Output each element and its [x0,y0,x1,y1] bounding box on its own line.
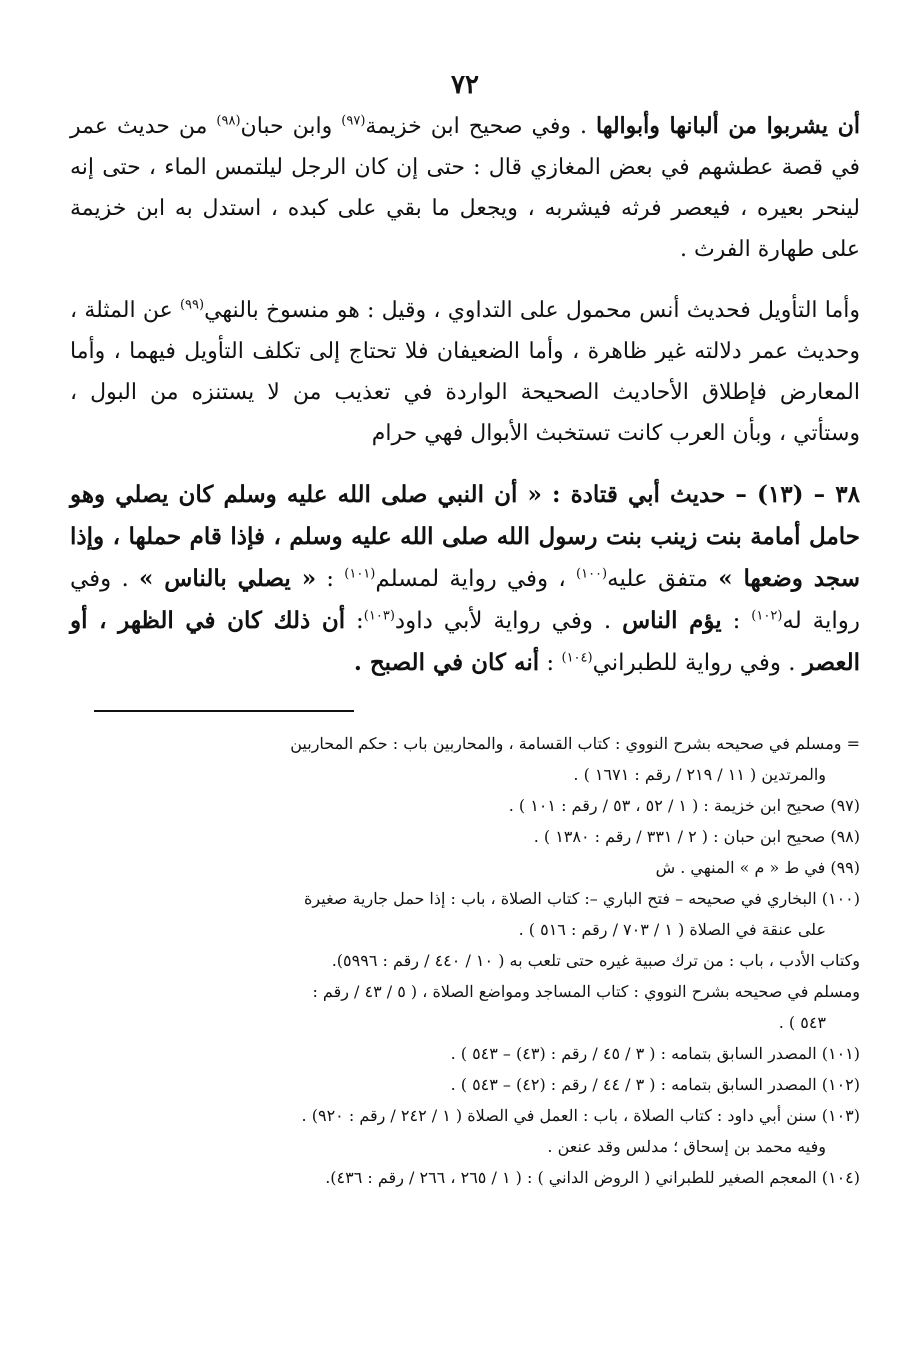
footnote-line: والمرتدين ( ١١ / ٢١٩ / رقم : ١٦٧١ ) . [573,765,826,784]
text-run: . وفي رواية لأبي داود [394,608,623,634]
footnote-line: (١٠٣) سنن أبي داود : كتاب الصلاة ، باب : العمل في الصلاة ( ١ / ٢٤٢ / رقم : ٩٢٠) . [301,1106,860,1125]
footnote-line: وكتاب الأدب ، باب : من ترك صبية غيره حتى تلعب به ( ١٠ / ٤٤٠ / رقم : ٥٩٩٦). [331,951,860,970]
hadith-paragraph [70,474,860,684]
text-run: ، وفي رواية لمسلم [375,566,577,592]
quoted-phrase: أن يشربوا من ألبانها وأبوالها [596,113,860,139]
hadith-text: أن ذلك كان في الظهر ، أو العصر [70,607,860,676]
text-run: . وفي رواية للطبراني [592,650,803,676]
text-run: متفق عليه [607,566,719,592]
footnote-line: (٩٨) صحيح ابن حبان : ( ٢ / ٣٣١ / رقم : ١٣٨٠ ) . [533,827,860,846]
text-run: : [539,650,562,676]
text-run: من حديث عمر في قصة عطشهم في بعض المغازي قال : حتى إن كان الرجل ليلتمس الماء ، حتى إنه لينحر بعيره ، فيعصر فرثه فيشربه ، ويجعل ما بقي على كبده ، استدل به ابن خزيمة على طهارة الفرث . [70,114,860,262]
text-run: . وفي صحيح ابن خزيمة [365,114,596,139]
hadith-text: أنه كان في الصبح . [353,649,540,676]
footnote-line: (١٠١) المصدر السابق بتمامه : ( ٣ / ٤٥ / رقم : (٤٣) – ٥٤٣ ) . [450,1044,860,1063]
footnote-ref: (٩٧) [341,113,366,129]
hadith-text: « يصلي بالناس » [139,565,317,592]
footnote-ref: (١٠٣) [363,608,395,624]
footnote-ref: (٩٩) [179,297,205,313]
footnote-line: ٥٤٣ ) . [778,1013,826,1032]
footnote-ref: (١٠٢) [751,608,783,624]
page-number: ٧٢ [451,70,479,100]
text-run: وابن حبان [240,114,342,139]
page [70,70,860,1193]
footnote-ref: (١٠٠) [576,566,608,582]
footnotes [70,728,860,1193]
footnote-ref: (١٠٤) [561,650,593,666]
paragraph-1 [70,106,860,270]
text-run: وأما التأويل فحديث أنس محمول على التداوي ، وقيل : هو منسوخ بالنهي [204,298,860,323]
footnote-line: (٩٩) في ط « م » المنهي . ش [655,858,860,877]
footnote-divider [94,710,354,712]
hadith-text: يؤم الناس [622,607,722,634]
footnote-line: (١٠٤) المعجم الصغير للطبراني ( الروض الداني ) : ( ١ / ٢٦٥ ، ٢٦٦ / رقم : ٤٣٦). [325,1168,860,1187]
paragraph-2 [70,290,860,454]
footnote-line: (١٠٢) المصدر السابق بتمامه : ( ٣ / ٤٤ / رقم : (٤٢) – ٥٤٣ ) . [450,1075,860,1094]
text-run: : [721,608,752,634]
footnote-ref: (٩٨) [216,113,241,129]
hadith-section [70,474,860,684]
footnote-line: وفيه محمد بن إسحاق ؛ مدلس وقد عنعن . [547,1137,826,1156]
footnote-line: ومسلم في صحيحه بشرح النووي : كتاب المساجد ومواضع الصلاة ، ( ٥ / ٤٣ / رقم : [312,982,860,1001]
text-run: عن المثلة ، وحديث عمر دلالته غير ظاهرة ، وأما الضعيفان فلا تحتاج إلى تكلف التأويل فيهما ، وأما المعارض فإطلاق الأحاديث الصحيحة الواردة في تعذيب من لا يستنزه من البول ، وستأتي ، وبأن العرب كانت تستخبث الأبوال فهي حرام [70,298,860,446]
footnote-line: (٩٧) صحيح ابن خزيمة : ( ١ / ٥٢ ، ٥٣ / رقم : ١٠١ ) . [508,796,860,815]
text-run: : [345,608,364,634]
footnote-ref: (١٠١) [344,566,376,582]
footnote-line: على عنقة في الصلاة ( ١ / ٧٠٣ / رقم : ٥١٦ ) . [518,920,826,939]
text-run: . وفي رواية له [70,566,860,634]
hadith-text: ٣٨ – (١٣) – حديث أبي قتادة : « أن النبي صلى الله عليه وسلم كان يصلي وهو حامل أمامة بنت زينب بنت رسول الله صلى الله عليه وسلم ، فإذا قام حملها ، وإذا سجد وضعها » [70,481,860,592]
main-text [70,106,860,454]
footnote-line: = ومسلم في صحيحه بشرح النووي : كتاب القسامة ، والمحاربين باب : حكم المحاربين [290,734,860,753]
footnote-line: (١٠٠) البخاري في صحيحه – فتح الباري –: كتاب الصلاة ، باب : إذا حمل جارية صغيرة [304,889,860,908]
text-run: : [316,566,345,592]
